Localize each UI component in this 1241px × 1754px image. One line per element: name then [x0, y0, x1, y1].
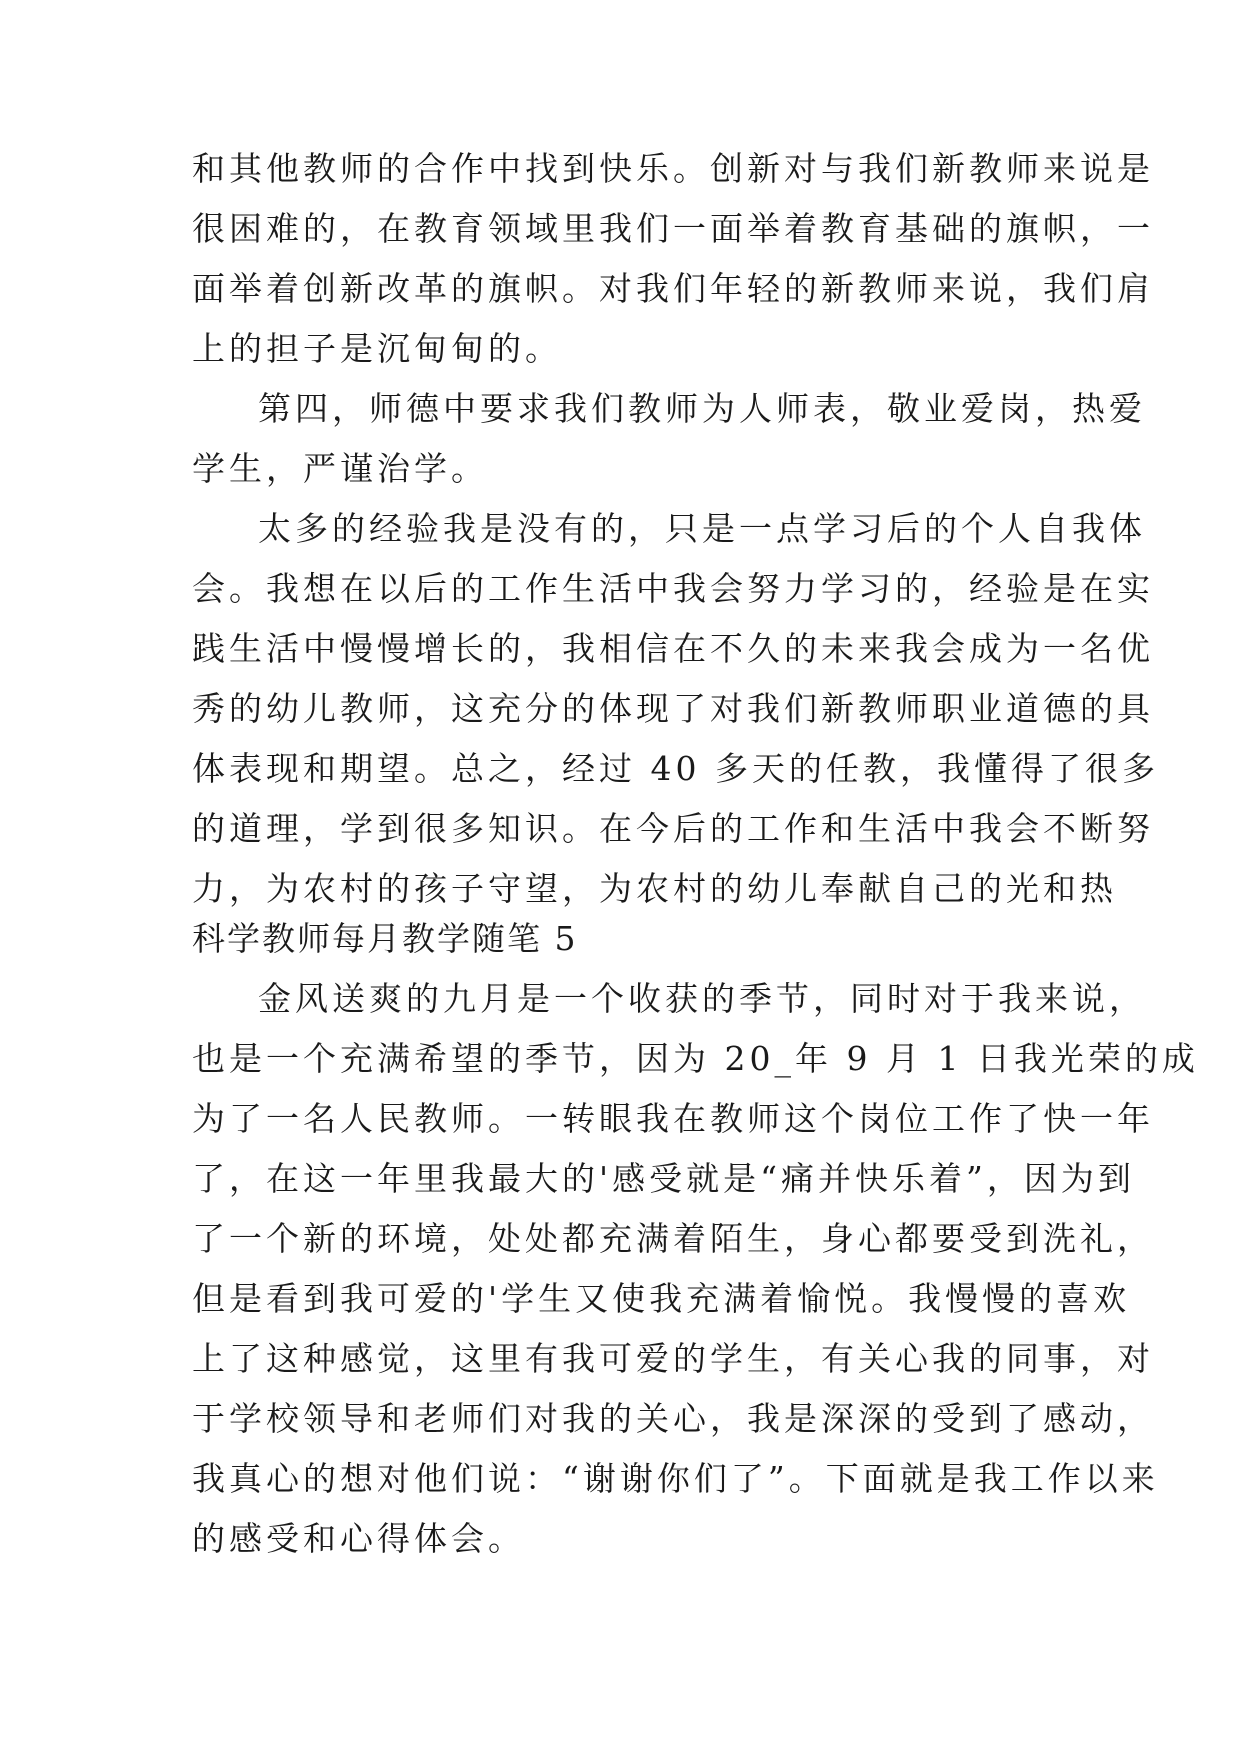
section-heading: 科学教师每月教学随笔 5	[192, 919, 578, 958]
text-line: 了一个新的环境，处处都充满着陌生，身心都要受到洗礼，	[192, 1219, 1154, 1258]
text-line: 上的担子是沉甸甸的。	[192, 329, 562, 368]
text-line: 了，在这一年里我最大的'感受就是“痛并快乐着”，因为到	[192, 1159, 1135, 1198]
text-line: 的道理，学到很多知识。在今后的工作和生活中我会不断努	[192, 809, 1154, 848]
text-line: 很困难的，在教育领域里我们一面举着教育基础的旗帜，一	[192, 209, 1154, 248]
text-line: 但是看到我可爱的'学生又使我充满着愉悦。我慢慢的喜欢	[192, 1279, 1131, 1318]
text-line: 学生，严谨治学。	[192, 449, 488, 488]
text-line: 秀的幼儿教师，这充分的体现了对我们新教师职业道德的具	[192, 689, 1154, 728]
text-line: 于学校领导和老师们对我的关心，我是深深的受到了感动，	[192, 1399, 1154, 1438]
text-line: 的感受和心得体会。	[192, 1519, 525, 1558]
text-line: 面举着创新改革的旗帜。对我们年轻的新教师来说，我们肩	[192, 269, 1154, 308]
text-line: 体表现和期望。总之，经过 40 多天的任教，我懂得了很多	[192, 749, 1159, 788]
paragraph-first-line: 第四，师德中要求我们教师为人师表，敬业爱岗，热爱	[258, 389, 1146, 428]
paragraph-first-line: 太多的经验我是没有的，只是一点学习后的个人自我体	[258, 509, 1146, 548]
text-line: 也是一个充满希望的季节，因为 20_年 9 月 1 日我光荣的成	[192, 1039, 1199, 1078]
text-line: 我真心的想对他们说：“谢谢你们了”。下面就是我工作以来	[192, 1459, 1159, 1498]
text-line: 力，为农村的孩子守望，为农村的幼儿奉献自己的光和热	[192, 869, 1117, 908]
text-line: 和其他教师的合作中找到快乐。创新对与我们新教师来说是	[192, 149, 1154, 188]
text-line: 上了这种感觉，这里有我可爱的学生，有关心我的同事，对	[192, 1339, 1154, 1378]
text-line: 为了一名人民教师。一转眼我在教师这个岗位工作了快一年	[192, 1099, 1154, 1138]
text-line: 践生活中慢慢增长的，我相信在不久的未来我会成为一名优	[192, 629, 1154, 668]
text-line: 会。我想在以后的工作生活中我会努力学习的，经验是在实	[192, 569, 1154, 608]
paragraph-first-line: 金风送爽的九月是一个收获的季节，同时对于我来说，	[258, 979, 1146, 1018]
